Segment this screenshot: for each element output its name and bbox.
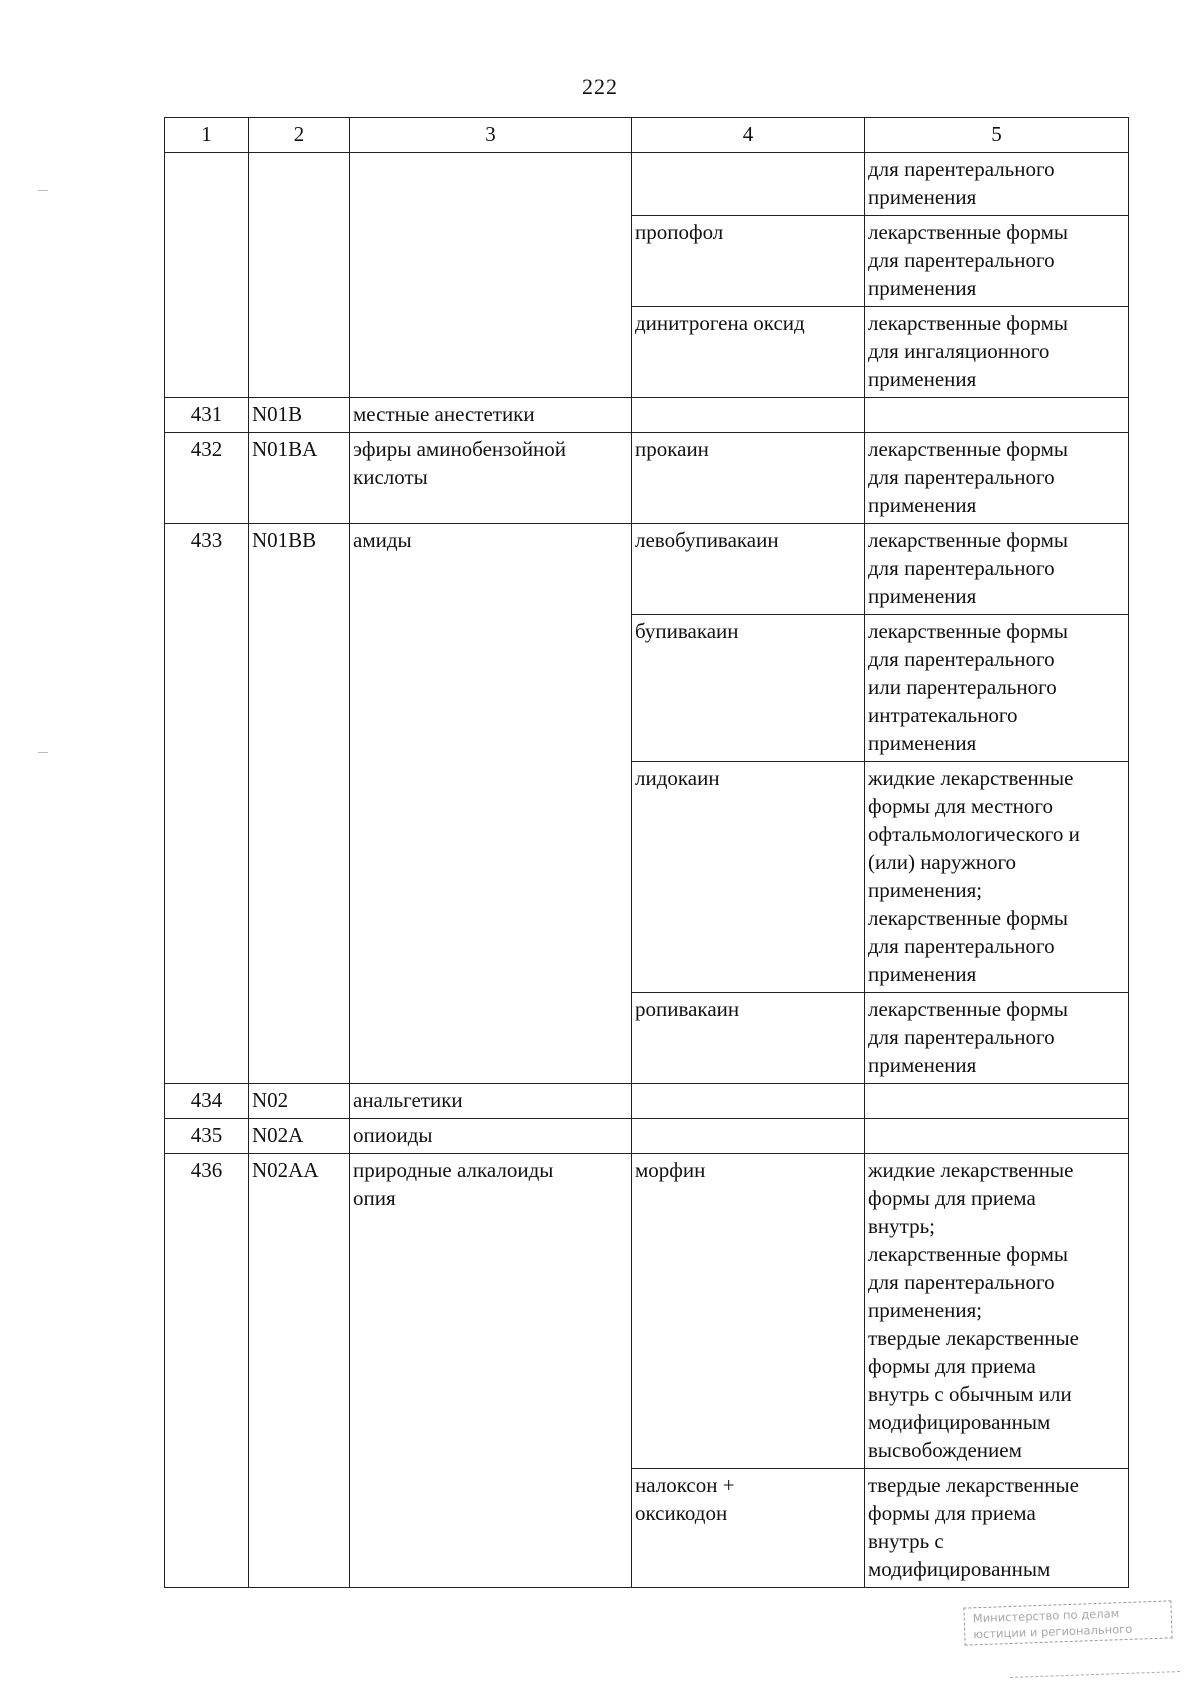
form-line: для парентерального — [868, 248, 1055, 272]
drug-cell — [632, 398, 865, 433]
atc-code-cell — [249, 153, 350, 398]
form-line: применения — [868, 185, 977, 209]
column-header: 4 — [632, 118, 865, 153]
scan-mark — [38, 752, 48, 753]
form-line: лекарственные формы — [868, 528, 1068, 552]
form-line: применения — [868, 1053, 977, 1077]
table-row — [165, 1119, 1129, 1154]
dosage-form-cell — [865, 398, 1129, 433]
group-line: эфиры аминобензойной — [353, 437, 567, 461]
atc-code-cell: N02A — [249, 1119, 350, 1154]
stamp-line: Министерство по делам — [972, 1606, 1120, 1626]
group-cell — [350, 1154, 632, 1588]
form-line: формы для приема — [868, 1354, 1036, 1378]
dosage-form-cell — [865, 1154, 1129, 1469]
group-line: кислоты — [353, 465, 428, 489]
drug-cell: пропофол — [632, 216, 865, 307]
form-line: модифицированным — [868, 1557, 1051, 1581]
group-cell: местные анестетики — [350, 398, 632, 433]
drug-line: налоксон + — [635, 1473, 735, 1497]
form-line: или парентерального — [868, 675, 1057, 699]
form-line: высвобождением — [868, 1438, 1022, 1462]
form-line: для ингаляционного — [868, 339, 1050, 363]
form-line: жидкие лекарственные — [868, 766, 1074, 790]
registration-stamp — [963, 1600, 1172, 1645]
page-number: 222 — [582, 74, 618, 99]
drug-cell — [632, 1119, 865, 1154]
form-line: применения; — [868, 878, 983, 902]
drug-cell — [632, 1084, 865, 1119]
atc-code-cell: N01BA — [249, 433, 350, 524]
dosage-form-cell — [865, 433, 1129, 524]
row-number-cell: 436 — [165, 1154, 249, 1588]
table-row — [165, 398, 1129, 433]
dosage-form-cell — [865, 993, 1129, 1084]
row-number-cell — [165, 153, 249, 398]
form-line: модифицированным — [868, 1410, 1051, 1434]
form-line: лекарственные формы — [868, 619, 1068, 643]
column-header: 2 — [249, 118, 350, 153]
drug-cell: лидокаин — [632, 762, 865, 993]
table-row — [165, 433, 1129, 524]
dosage-form-cell — [865, 1119, 1129, 1154]
form-line: лекарственные формы — [868, 906, 1068, 930]
drug-cell: прокаин — [632, 433, 865, 524]
dosage-form-cell — [865, 524, 1129, 615]
form-line: применения — [868, 731, 977, 755]
form-line: формы для приема — [868, 1501, 1036, 1525]
drug-cell: морфин — [632, 1154, 865, 1469]
drug-line: оксикодон — [635, 1501, 728, 1525]
drug-cell — [632, 153, 865, 216]
group-line: природные алкалоиды — [353, 1158, 554, 1182]
form-line: для парентерального — [868, 647, 1055, 671]
form-line: применения — [868, 367, 977, 391]
row-number-cell: 434 — [165, 1084, 249, 1119]
row-number-cell: 435 — [165, 1119, 249, 1154]
table-row — [165, 524, 1129, 615]
form-line: жидкие лекарственные — [868, 1158, 1074, 1182]
dosage-form-cell — [865, 615, 1129, 762]
table-row — [165, 1084, 1129, 1119]
form-line: интратекального — [868, 703, 1018, 727]
form-line: для парентерального — [868, 934, 1055, 958]
row-number-cell: 433 — [165, 524, 249, 1084]
form-line: твердые лекарственные — [868, 1473, 1079, 1497]
drug-cell — [632, 1469, 865, 1588]
form-line: для парентерального — [868, 157, 1055, 181]
row-number-cell: 432 — [165, 433, 249, 524]
column-header: 1 — [165, 118, 249, 153]
dosage-form-cell — [865, 307, 1129, 398]
medicine-table — [164, 117, 1129, 1588]
atc-code-cell: N01B — [249, 398, 350, 433]
dosage-form-cell — [865, 216, 1129, 307]
atc-code-cell: N02AA — [249, 1154, 350, 1588]
form-line: для парентерального — [868, 465, 1055, 489]
group-cell: амиды — [350, 524, 632, 1084]
form-line: лекарственные формы — [868, 220, 1068, 244]
column-header: 3 — [350, 118, 632, 153]
form-line: внутрь; — [868, 1214, 935, 1238]
form-line: применения — [868, 493, 977, 517]
column-header: 5 — [865, 118, 1129, 153]
form-line: лекарственные формы — [868, 437, 1068, 461]
form-line: применения — [868, 276, 977, 300]
stamp-line: юстиции и регионального — [973, 1621, 1133, 1642]
group-cell: анальгетики — [350, 1084, 632, 1119]
form-line: применения; — [868, 1298, 983, 1322]
form-line: внутрь с — [868, 1529, 944, 1553]
group-line: опия — [353, 1186, 396, 1210]
form-line: твердые лекарственные — [868, 1326, 1079, 1350]
row-number-cell: 431 — [165, 398, 249, 433]
form-line: применения — [868, 584, 977, 608]
stamp-underline — [1010, 1671, 1180, 1678]
form-line: формы для местного — [868, 794, 1053, 818]
form-line: для парентерального — [868, 556, 1055, 580]
form-line: лекарственные формы — [868, 311, 1068, 335]
dosage-form-cell — [865, 762, 1129, 993]
drug-cell: ропивакаин — [632, 993, 865, 1084]
group-cell: опиоиды — [350, 1119, 632, 1154]
form-line: для парентерального — [868, 1025, 1055, 1049]
dosage-form-cell — [865, 153, 1129, 216]
form-line: (или) наружного — [868, 850, 1017, 874]
form-line: применения — [868, 962, 977, 986]
drug-cell: динитрогена оксид — [632, 307, 865, 398]
table-row — [165, 1154, 1129, 1469]
form-line: внутрь с обычным или — [868, 1382, 1072, 1406]
form-line: для парентерального — [868, 1270, 1055, 1294]
group-cell — [350, 153, 632, 398]
table-header-row — [165, 118, 1129, 153]
form-line: лекарственные формы — [868, 997, 1068, 1021]
atc-code-cell: N01BB — [249, 524, 350, 1084]
group-cell — [350, 433, 632, 524]
form-line: формы для приема — [868, 1186, 1036, 1210]
table-row — [165, 153, 1129, 216]
scan-mark — [38, 190, 48, 191]
dosage-form-cell — [865, 1084, 1129, 1119]
drug-cell: бупивакаин — [632, 615, 865, 762]
form-line: офтальмологического и — [868, 822, 1080, 846]
drug-cell: левобупивакаин — [632, 524, 865, 615]
form-line: лекарственные формы — [868, 1242, 1068, 1266]
dosage-form-cell — [865, 1469, 1129, 1588]
atc-code-cell: N02 — [249, 1084, 350, 1119]
